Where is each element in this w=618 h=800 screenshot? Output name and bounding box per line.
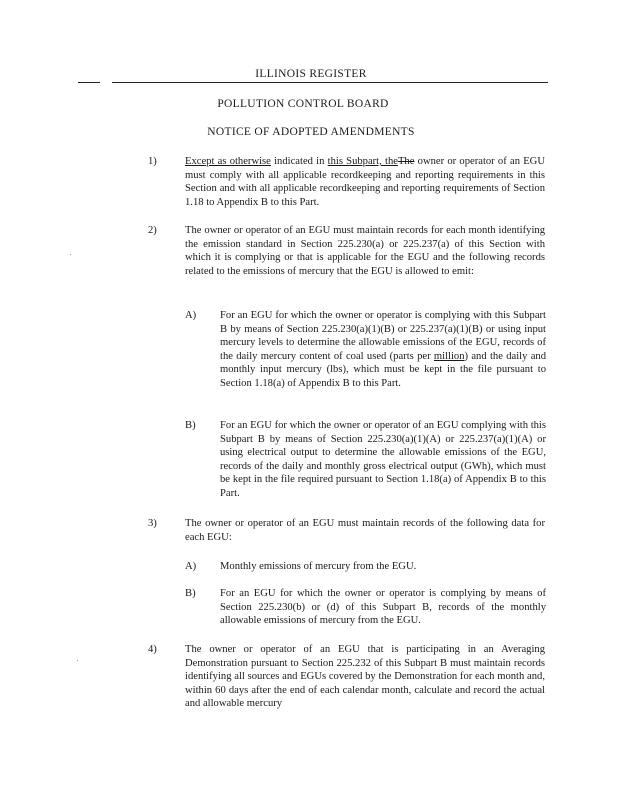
item-1-insert-2: this Subpart, the	[327, 156, 398, 167]
notice-title: NOTICE OF ADOPTED AMENDMENTS	[207, 126, 415, 138]
item-2a-label: A)	[185, 310, 197, 321]
item-1-text	[185, 155, 545, 209]
item-2a-text-part-2: ) and the daily and monthly input mercury (lbs), which must be kept in the file pursuant to Section 1.18(a) of Appendix B to this Part.	[220, 350, 546, 389]
item-3-number: 3)	[148, 518, 157, 529]
item-4-text: The owner or operator of an EGU that is participating in an Averaging Demonstration pursuant to Section 225.232 of this Subpart B must maintain records identifying all sources and EGUs covered by the Demonstration for each month and, within 60 days after the end of each calendar month, calculate and record the actual and allowable mercury	[185, 644, 545, 710]
header-rule	[112, 82, 548, 83]
item-2b-text: For an EGU for which the owner or operator of an EGU complying with this Subpart B by means of Section 225.230(a)(1)(A) or 225.237(a)(1)(A) or using electrical output to determine the allowable emissions of the EGU, records of the daily and monthly gross electrical output (GWh), which must be kept in the file required pursuant to Section 1.18(a) of Appendix B to this Part.	[220, 420, 546, 499]
scan-speck	[70, 254, 71, 255]
item-2a-insert: million	[433, 350, 465, 362]
header-left-rule	[78, 82, 100, 83]
item-1-insert-1: Except as otherwise	[185, 156, 271, 167]
item-1-deletion: The	[397, 156, 415, 167]
item-2-number: 2)	[148, 225, 157, 236]
item-2b-label: B)	[185, 420, 196, 431]
item-4-number: 4)	[148, 644, 157, 655]
item-2-text: The owner or operator of an EGU must maintain records for each month identifying the emission standard in Section 225.230(a) or 225.237(a) of this Section with which it is complying or that is applicable for the EGU and the following records related to the emissions of mercury that the EGU is allowed to emit:	[185, 225, 545, 277]
board-title: POLLUTION CONTROL BOARD	[217, 98, 389, 110]
item-1-number: 1)	[148, 156, 157, 167]
register-title: ILLINOIS REGISTER	[255, 68, 367, 80]
item-1-text-part-1: indicated in	[270, 156, 328, 167]
item-3a-label: A)	[185, 561, 197, 572]
item-3-text: The owner or operator of an EGU must maintain records of the following data for each EGU:	[185, 518, 545, 543]
item-2a-text	[220, 309, 546, 391]
scan-speck	[77, 660, 78, 661]
item-1-text-part-2: owner or operator of an EGU must comply with all applicable recordkeeping and reporting requirements in this Section and with all applicable recordkeeping and reporting requirements of Section 1.18 to Appendix B to this Part.	[185, 156, 545, 208]
item-3b-label: B)	[185, 588, 196, 599]
item-3a-text: Monthly emissions of mercury from the EGU.	[220, 561, 417, 572]
item-3b-text: For an EGU for which the owner or operator is complying by means of Section 225.230(b) or (d) of this Subpart B, records of the monthly allowable emissions of mercury from the EGU.	[220, 588, 546, 627]
item-2a-text-part-1: For an EGU for which the owner or operator is complying with this Subpart B by means of Section 225.230(a)(1)(B) or 225.237(a)(1)(B) or using input mercury levels to determine the allowable emissions of the EGU, records of the daily mercury content of coal used (parts per	[220, 310, 546, 362]
